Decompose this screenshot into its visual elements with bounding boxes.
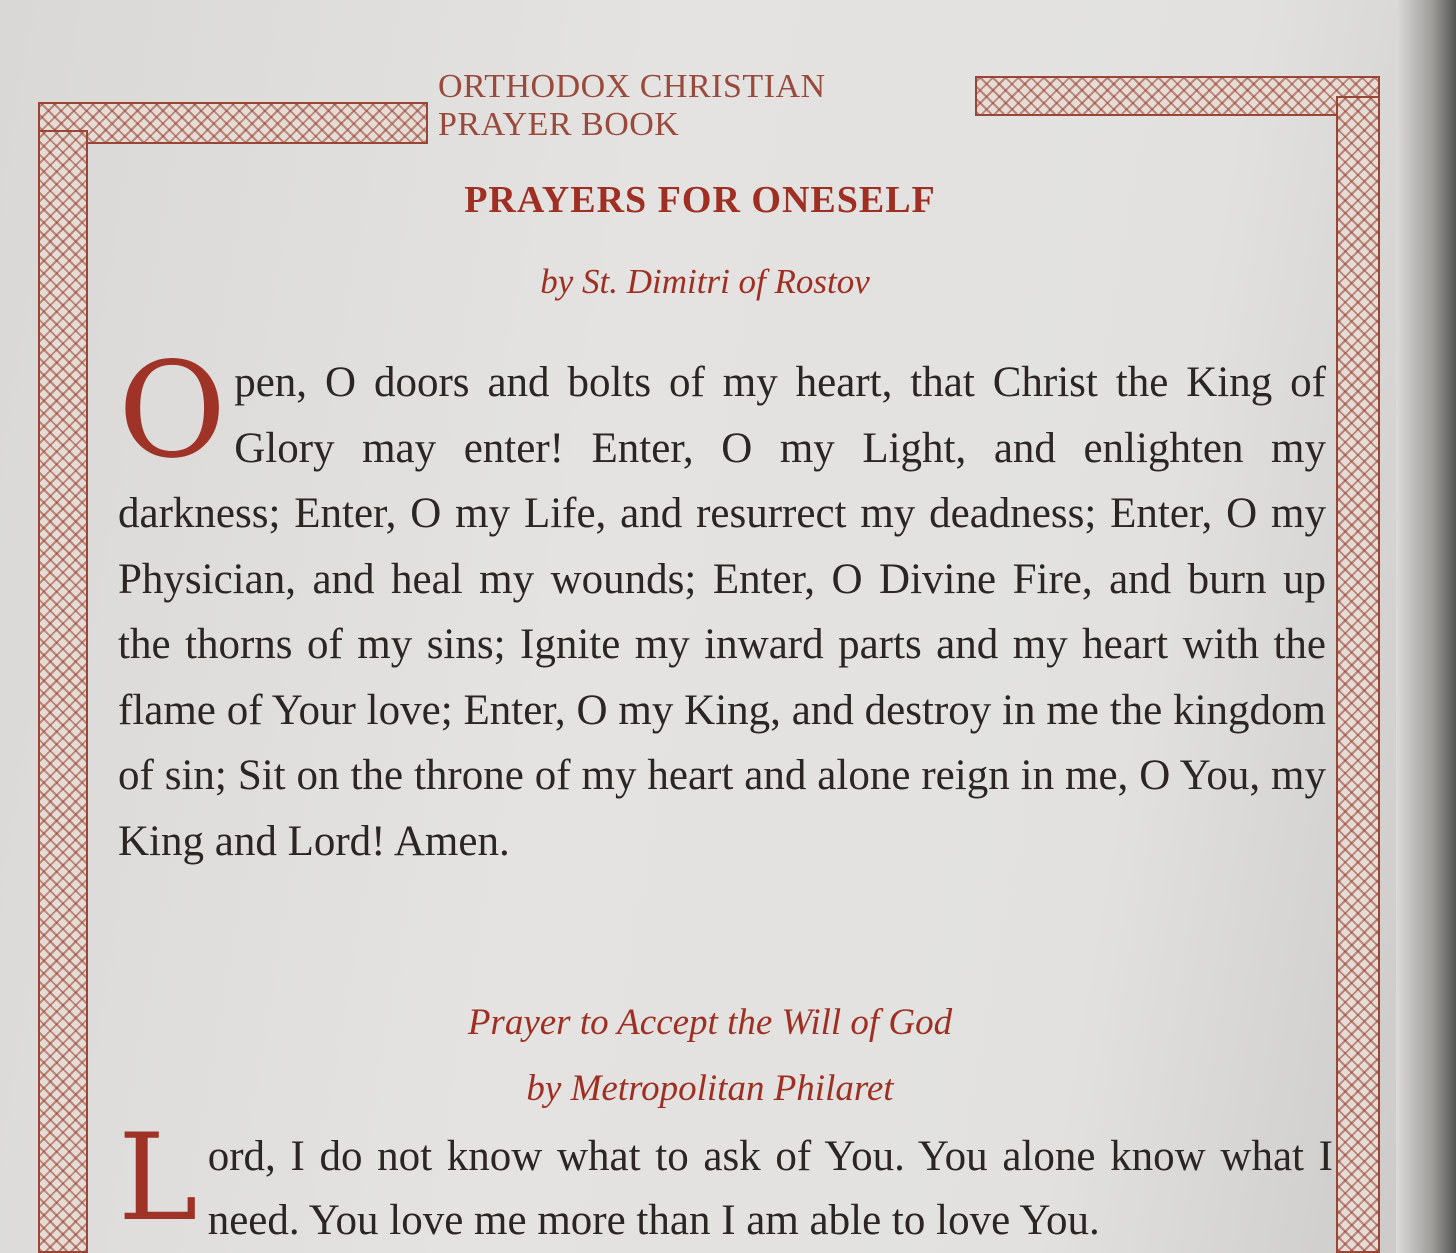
section-byline: by St. Dimitri of Rostov bbox=[540, 262, 870, 301]
prayer-text bbox=[118, 334, 1326, 874]
prayer-body: pen, O doors and bolts of my heart, that Christ the King of Glory may enter! Enter, O my Light, and enlighten my darkness; Enter, O my Life, and resurrect my deadness; Enter, O my Physician, and heal my wounds; Enter, O Divine Fire, and burn up the thorns of my sins; Ignite my inward parts and my heart with the flame of Your love; Enter, O my King, and destroy in me the kingdom of sin; Sit on the throne of my heart and alone reign in me, O You, my King and Lord! Amen. bbox=[118, 359, 1326, 865]
second-prayer-title: Prayer to Accept the Will of God bbox=[467, 1002, 953, 1043]
book-gutter bbox=[1396, 0, 1456, 1253]
drop-cap: O bbox=[118, 334, 227, 488]
running-head: ORTHODOX CHRISTIAN PRAYER BOOK bbox=[438, 68, 826, 143]
ornamental-border-top-right bbox=[975, 76, 1380, 116]
ornamental-border-top-left bbox=[38, 102, 428, 144]
second-drop-cap: L bbox=[118, 1125, 198, 1248]
section-title: PRAYERS FOR ONESELF bbox=[464, 179, 936, 221]
second-prayer-heading bbox=[330, 990, 1090, 1122]
ornamental-border-right bbox=[1336, 96, 1380, 1253]
second-prayer-byline: by Metropolitan Philaret bbox=[526, 1068, 894, 1109]
second-prayer-body: ord, I do not know what to ask of You. You alone know what I need. You love me more than I am able to love You. bbox=[207, 1133, 1333, 1244]
second-prayer-text bbox=[118, 1125, 1333, 1253]
ornamental-border-left bbox=[38, 130, 88, 1253]
